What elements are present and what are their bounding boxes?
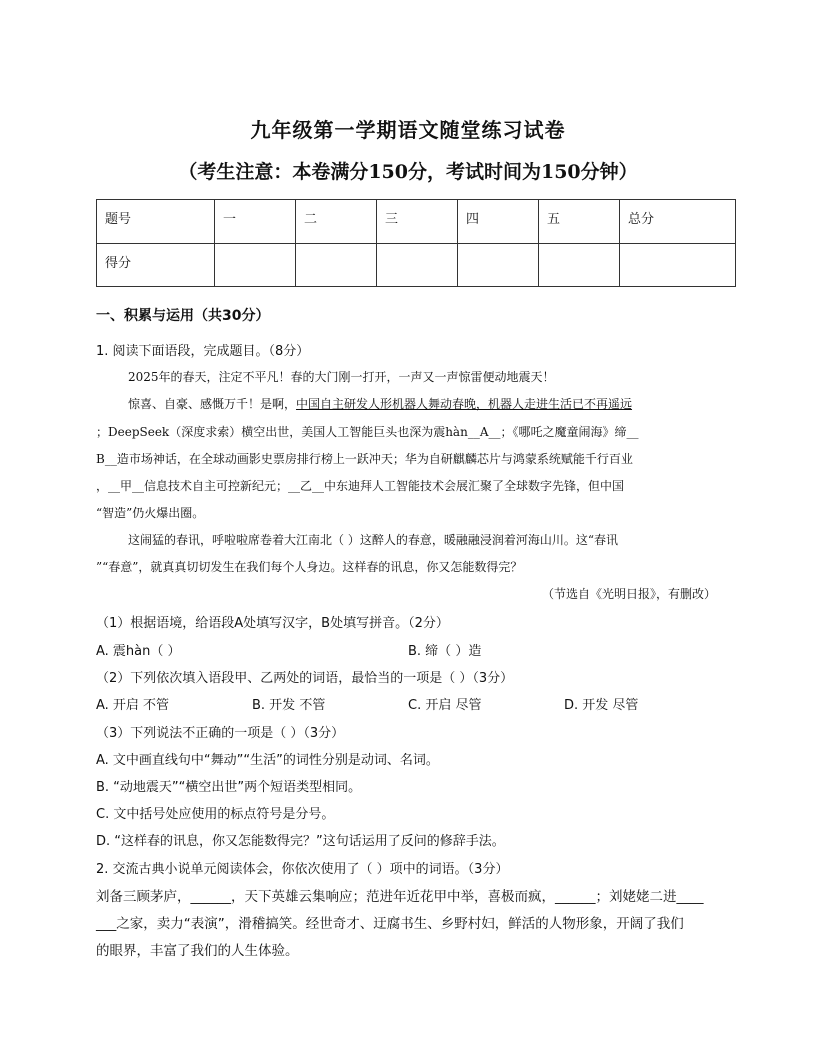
score-table [96, 199, 736, 287]
score-table-cell: 题号 [97, 200, 215, 244]
passage-line: 的眼界，丰富了我们的人生体验。 [96, 943, 299, 959]
answer-option: C. 开启 尽管 [408, 698, 482, 713]
passage-line: ，__甲__信息技术自主可控新纪元；__乙__中东迪拜人工智能技术会展汇聚了全球数字先锋，但中国 [96, 479, 625, 493]
passage-line: B__造市场神话，在全球动画影史票房排行榜上一跃冲天；华为自研麒麟芯片与鸿蒙系统赋能千行百业 [96, 452, 633, 466]
answer-option: C. 文中括号处应使用的标点符号是分号。 [96, 807, 335, 822]
passage-line: 2025年的春天，注定不平凡！春的大门刚一打开，一声又一声惊雷便动地震天！ [128, 370, 555, 384]
answer-option: B. “动地震天”“横空出世”两个短语类型相同。 [96, 780, 362, 795]
score-input-cell[interactable] [377, 243, 458, 287]
score-input-cell[interactable] [215, 243, 296, 287]
passage-line: “智造”仍火爆出圈。 [96, 506, 205, 520]
score-table-cell: 得分 [97, 243, 215, 287]
answer-option: A. 开启 不管 [96, 698, 170, 713]
answer-option: B. 缔（ ）造 [408, 644, 482, 659]
passage-line: 刘备三顾茅庐，______，天下英雄云集响应；范进年近花甲中举，喜极而疯，______；刘姥姥二进____ [96, 889, 704, 905]
answer-option: D. “这样春的讯息，你又怎能数得完？”这句话运用了反问的修辞手法。 [96, 834, 505, 849]
underlined-sentence: 中国自主研发人形机器人舞动春晚，机器人走进生活已不再遥远 [296, 397, 633, 411]
question-prompt: 2. 交流古典小说单元阅读体会，你依次使用了（ ）项中的词语。（3分） [96, 862, 509, 877]
score-input-cell[interactable] [296, 243, 377, 287]
passage-text: 惊喜、自豪、感慨万千！是啊， [128, 397, 297, 411]
score-table-cell: 总分 [620, 200, 736, 244]
score-table-score-row [97, 243, 736, 287]
section-heading: 一、积累与运用（共30分） [96, 308, 270, 324]
score-table-cell: 一 [215, 200, 296, 244]
sub-question: （2）下列依次填入语段甲、乙两处的词语，最恰当的一项是（ ）（3分） [96, 671, 514, 686]
question-prompt: 1. 阅读下面语段，完成题目。（8分） [96, 344, 310, 359]
score-table-cell: 四 [458, 200, 539, 244]
sub-question: （3）下列说法不正确的一项是（ ）（3分） [96, 726, 345, 741]
answer-option: D. 开发 尽管 [564, 698, 639, 713]
score-table-cell: 五 [539, 200, 620, 244]
passage-line [128, 395, 632, 412]
answer-option: B. 开发 不管 [252, 698, 326, 713]
score-table-cell: 二 [296, 200, 377, 244]
passage-line: ；DeepSeek（深度求索）横空出世，美国人工智能巨头也深为震hàn__A__；《哪吒之魔童闹海》缔__ [96, 425, 639, 439]
score-input-cell[interactable] [620, 243, 736, 287]
passage-line: 这闹猛的春讯，呼啦啦席卷着大江南北（ ）这醉人的春意，暖融融浸润着河海山川。这“春讯 [128, 533, 618, 547]
passage-line: ___之家，卖力“表演”，滑稽搞笑。经世奇才、迂腐书生、乡野村妇，鲜活的人物形象，开阔了我们 [96, 916, 684, 932]
score-input-cell[interactable] [539, 243, 620, 287]
page-title: 九年级第一学期语文随堂练习试卷 [250, 118, 566, 142]
passage-line: ”“春意”，就真真切切发生在我们每个人身边。这样春的讯息，你又怎能数得完？ [96, 560, 523, 574]
score-table-header-row [97, 200, 736, 244]
sub-question: （1）根据语境，给语段A处填写汉字，B处填写拼音。（2分） [96, 616, 449, 631]
score-input-cell[interactable] [458, 243, 539, 287]
score-table-cell: 三 [377, 200, 458, 244]
answer-option: A. 文中画直线句中“舞动”“生活”的词性分别是动词、名词。 [96, 753, 439, 768]
answer-option: A. 震hàn（ ） [96, 644, 181, 659]
exam-notice: （考生注意：本卷满分150分，考试时间为150分钟） [178, 161, 638, 183]
passage-source: （节选自《光明日报》，有删改） [541, 587, 716, 601]
